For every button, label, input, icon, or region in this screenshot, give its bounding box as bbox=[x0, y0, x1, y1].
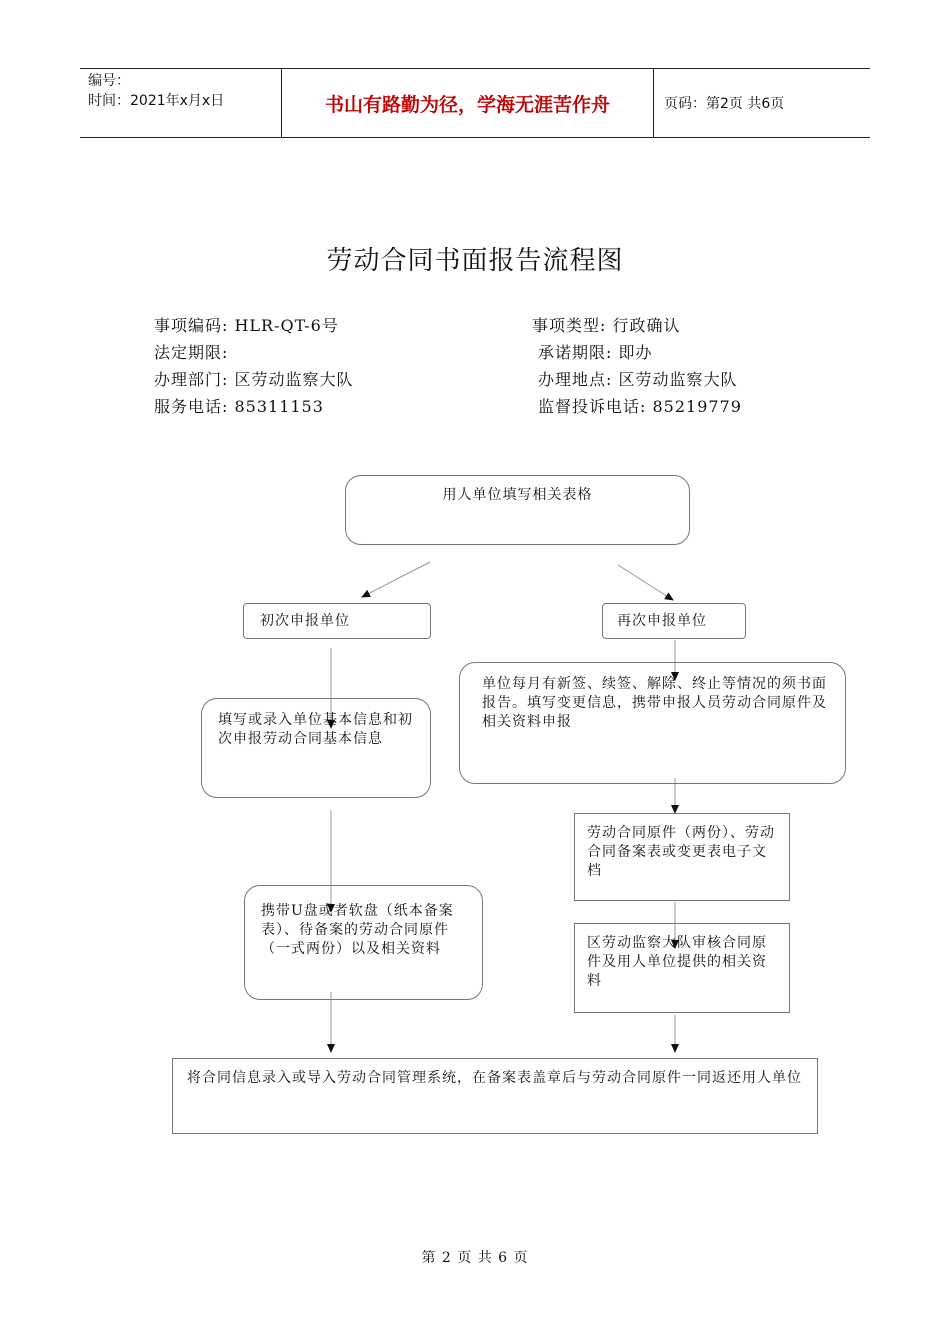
header-page-label: 页码：第2页 共6页 bbox=[664, 96, 785, 112]
flow-docs-box bbox=[574, 813, 790, 901]
page-title: 劳动合同书面报告流程图 bbox=[326, 246, 624, 276]
complaint-phone: 监督投诉电话: 85219779 bbox=[538, 397, 742, 416]
flow-monthly-text: 单位每月有新签、续签、解除、终止等情况的须书面报告。填写变更信息，携带申报人员劳动合同原件及相关资料申报 bbox=[482, 676, 827, 730]
flow-final-text: 将合同信息录入或导入劳动合同管理系统，在备案表盖章后与劳动合同原件一同返还用人单位 bbox=[187, 1070, 802, 1086]
header-motto: 书山有路勤为径，学海无涯苦作舟 bbox=[282, 69, 654, 137]
flow-start-text: 用人单位填写相关表格 bbox=[442, 487, 593, 503]
department: 办理部门: 区劳动监察大队 bbox=[154, 370, 354, 389]
time-label: 时间：2021年x月x日 bbox=[88, 93, 225, 109]
arrow-start-to-first bbox=[362, 562, 430, 597]
location: 办理地点: 区劳动监察大队 bbox=[538, 370, 738, 389]
flow-bring-text: 携带U盘或者软盘（纸本备案表）、待备案的劳动合同原件（一式两份）以及相关资料 bbox=[261, 903, 454, 957]
flow-first-fill-text: 填写或录入单位基本信息和初次申报劳动合同基本信息 bbox=[218, 712, 413, 747]
promised-limit: 承诺期限: 即办 bbox=[538, 343, 653, 362]
item-code: 事项编码: HLR-QT-6号 bbox=[154, 316, 339, 335]
legal-limit: 法定期限: bbox=[154, 343, 229, 362]
number-label: 编号： bbox=[88, 73, 130, 89]
flow-first-fill-box bbox=[201, 698, 431, 798]
flow-first-report-box bbox=[243, 603, 431, 639]
flow-bring-box bbox=[244, 885, 483, 1000]
flow-docs-text: 劳动合同原件（两份）、劳动合同备案表或变更表电子文档 bbox=[587, 825, 775, 879]
flow-start-box bbox=[345, 475, 690, 545]
flow-review-text: 区劳动监察大队审核合同原件及用人单位提供的相关资料 bbox=[587, 935, 767, 989]
page-footer: 第 2 页 共 6 页 bbox=[421, 1250, 529, 1266]
flow-final-box bbox=[172, 1058, 818, 1134]
flow-repeat-report-text: 再次申报单位 bbox=[617, 613, 707, 629]
item-type: 事项类型: 行政确认 bbox=[532, 316, 681, 335]
service-phone: 服务电话: 85311153 bbox=[154, 397, 324, 416]
flow-repeat-report-box bbox=[602, 603, 746, 639]
flow-monthly-box bbox=[459, 662, 846, 784]
arrow-start-to-repeat bbox=[618, 565, 673, 600]
flow-first-report-text: 初次申报单位 bbox=[260, 613, 350, 629]
flow-review-box bbox=[574, 923, 790, 1013]
